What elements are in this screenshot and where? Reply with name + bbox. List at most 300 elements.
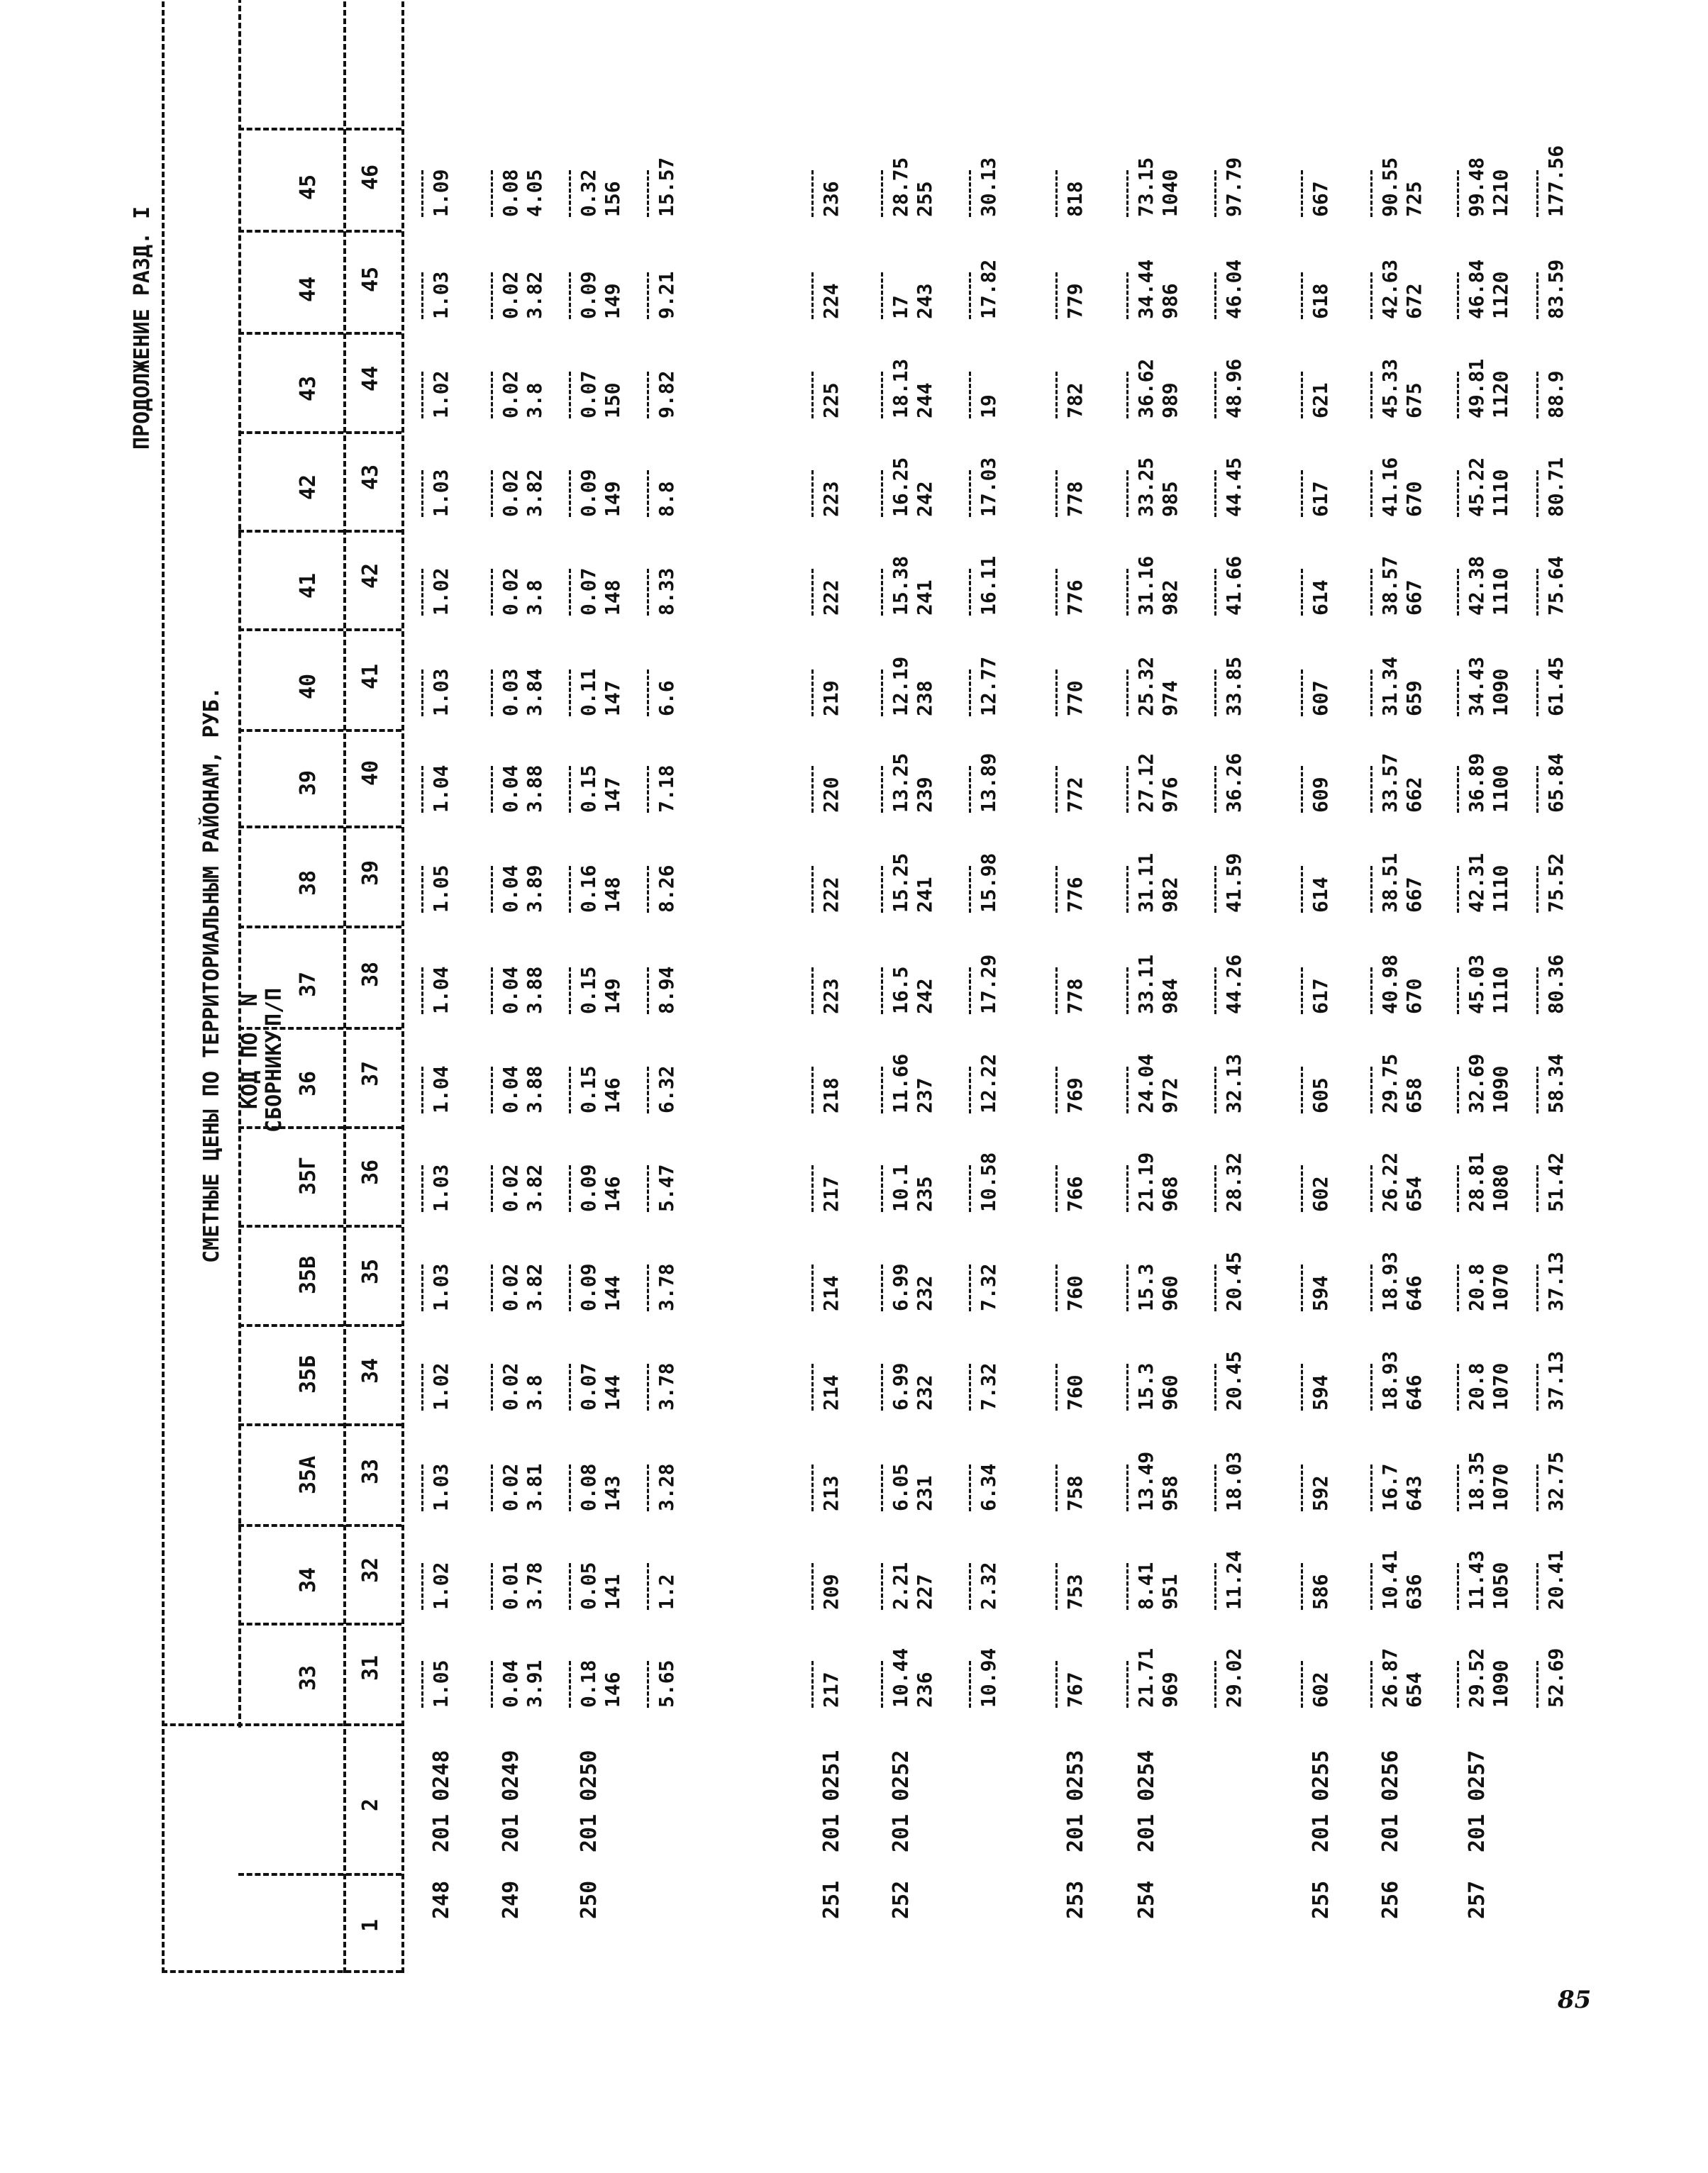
table-cell: 3.91	[523, 1660, 546, 1708]
cell-separator	[1055, 272, 1058, 319]
cell-separator	[1536, 1165, 1538, 1212]
table-cell: 15.3	[1134, 1263, 1158, 1311]
table-cell: 618	[1309, 283, 1332, 319]
table-cell: 24.04	[1134, 1053, 1158, 1113]
cell-separator	[881, 569, 883, 616]
cell-separator	[1536, 669, 1538, 716]
table-cell: 6.99	[889, 1263, 912, 1311]
cell-separator	[421, 1165, 423, 1212]
cell-separator	[647, 272, 649, 319]
rule-col-sep	[238, 729, 401, 732]
table-cell: 960	[1158, 1275, 1182, 1311]
table-cell: 150	[601, 382, 624, 418]
col-number: 45	[358, 266, 383, 292]
table-cell: 16.7	[1378, 1463, 1402, 1511]
table-cell: 769	[1063, 1077, 1087, 1113]
table-cell: 10.58	[977, 1152, 1000, 1212]
col-pp-header: П/П	[262, 987, 287, 1026]
table-cell: 617	[1309, 978, 1332, 1014]
page-number: 85	[1558, 1986, 1592, 2014]
cell-separator	[421, 170, 423, 217]
cell-separator	[647, 372, 649, 418]
cell-separator	[1055, 1165, 1058, 1212]
table-cell: 149	[601, 978, 624, 1014]
table-cell: 609	[1309, 777, 1332, 813]
region-header: 35Г	[296, 1156, 321, 1195]
cell-separator	[491, 1465, 493, 1511]
cell-separator	[1126, 1265, 1128, 1311]
table-cell: 17.82	[977, 259, 1000, 319]
cell-separator	[1126, 569, 1128, 616]
table-cell: 1040	[1158, 169, 1182, 217]
table-cell: 16.5	[889, 966, 912, 1014]
cell-separator	[569, 1265, 571, 1311]
table-cell: 1070	[1489, 1362, 1512, 1411]
cell-separator	[569, 470, 571, 517]
table-cell: 148	[601, 877, 624, 913]
table-cell: 232	[913, 1275, 936, 1311]
table-cell: 26.87	[1378, 1647, 1402, 1708]
cell-separator	[969, 1265, 971, 1311]
cell-separator	[881, 766, 883, 813]
cell-separator	[1301, 470, 1303, 517]
table-cell: 75.64	[1544, 555, 1568, 616]
table-cell: 219	[819, 680, 843, 716]
cell-separator	[1457, 1265, 1459, 1311]
table-cell: 986	[1158, 283, 1182, 319]
cell-separator	[1055, 1563, 1058, 1610]
cell-separator	[811, 1661, 814, 1708]
cell-separator	[1214, 1465, 1216, 1511]
table-cell: 44.26	[1222, 954, 1246, 1014]
cell-separator	[491, 272, 493, 319]
region-header: 44	[296, 276, 321, 302]
cell-separator	[1214, 372, 1216, 418]
row-number: 257	[1465, 1880, 1490, 1919]
table-cell: 28.81	[1465, 1152, 1488, 1212]
cell-separator	[1536, 1067, 1538, 1113]
region-header: 38	[296, 869, 321, 896]
table-cell: 20.8	[1465, 1362, 1488, 1411]
table-cell: 972	[1158, 1077, 1182, 1113]
cell-separator	[881, 1563, 883, 1610]
col-n-header: N	[238, 993, 262, 1006]
cell-separator	[1301, 1465, 1303, 1511]
cell-separator	[491, 1265, 493, 1311]
table-cell: 1.03	[429, 1263, 453, 1311]
table-cell: 766	[1063, 1176, 1087, 1212]
cell-separator	[1457, 1563, 1459, 1610]
table-cell: 25.32	[1134, 656, 1158, 716]
table-cell: 12.19	[889, 656, 912, 716]
rule-col-sep	[238, 1225, 401, 1228]
table-cell: 968	[1158, 1176, 1182, 1212]
cell-separator	[969, 1465, 971, 1511]
cell-separator	[1214, 1265, 1216, 1311]
cell-separator	[1370, 1265, 1372, 1311]
table-cell: 17	[889, 295, 912, 319]
cell-separator	[1214, 1563, 1216, 1610]
table-cell: 3.88	[523, 966, 546, 1014]
table-cell: 3.82	[523, 271, 546, 319]
rule-col-sep	[238, 826, 401, 828]
table-cell: 7.32	[977, 1263, 1000, 1311]
cell-separator	[1536, 372, 1538, 418]
region-header: 36	[296, 1070, 321, 1096]
table-title: СМЕТНЫЕ ЦЕНЫ ПО ТЕРРИТОРИАЛЬНЫМ РАЙОНАМ, РУБ.	[199, 687, 224, 1263]
table-cell: 0.01	[499, 1562, 522, 1610]
table-cell: 1110	[1489, 865, 1512, 913]
cell-separator	[491, 372, 493, 418]
table-cell: 0.09	[577, 1164, 600, 1212]
cell-separator	[647, 669, 649, 716]
cell-separator	[1370, 470, 1372, 517]
cell-separator	[969, 1563, 971, 1610]
table-cell: 969	[1158, 1672, 1182, 1708]
table-cell: 243	[913, 283, 936, 319]
cell-separator	[811, 1364, 814, 1411]
cell-separator	[1301, 967, 1303, 1014]
table-cell: 148	[601, 579, 624, 616]
cell-separator	[421, 470, 423, 517]
cell-separator	[1055, 967, 1058, 1014]
cell-separator	[647, 1661, 649, 1708]
table-cell: 602	[1309, 1672, 1332, 1708]
cell-separator	[569, 669, 571, 716]
table-cell: 28.75	[889, 157, 912, 217]
cell-separator	[491, 669, 493, 716]
cell-separator	[421, 1067, 423, 1113]
cell-separator	[1214, 569, 1216, 616]
cell-separator	[1370, 1465, 1372, 1511]
table-cell: 3.8	[523, 1374, 546, 1411]
table-cell: 586	[1309, 1574, 1332, 1610]
table-cell: 654	[1402, 1176, 1426, 1212]
cell-separator	[1214, 1165, 1216, 1212]
table-cell: 3.28	[655, 1463, 678, 1511]
table-cell: 177.56	[1544, 145, 1568, 217]
table-cell: 242	[913, 481, 936, 517]
row-code: 201 0249	[499, 1750, 523, 1852]
table-cell: 213	[819, 1475, 843, 1511]
table-cell: 13.25	[889, 752, 912, 813]
rule-left	[162, 1970, 401, 1973]
row-code: 201 0255	[1309, 1750, 1333, 1852]
cell-separator	[969, 372, 971, 418]
table-cell: 33.85	[1222, 656, 1246, 716]
cell-separator	[1126, 372, 1128, 418]
cell-separator	[569, 967, 571, 1014]
table-cell: 15.98	[977, 852, 1000, 913]
table-cell: 222	[819, 579, 843, 616]
table-cell: 224	[819, 283, 843, 319]
table-cell: 20.45	[1222, 1350, 1246, 1411]
table-cell: 238	[913, 680, 936, 716]
table-cell: 41.16	[1378, 457, 1402, 517]
table-cell: 227	[913, 1574, 936, 1610]
table-cell: 17.03	[977, 457, 1000, 517]
row-number: 249	[499, 1880, 523, 1919]
table-cell: 36.89	[1465, 752, 1488, 813]
cell-separator	[881, 1067, 883, 1113]
cell-separator	[1055, 669, 1058, 716]
table-cell: 0.02	[499, 1164, 522, 1212]
table-cell: 80.36	[1544, 954, 1568, 1014]
table-cell: 7.18	[655, 765, 678, 813]
cell-separator	[1126, 766, 1128, 813]
table-cell: 0.05	[577, 1562, 600, 1610]
col-number: 33	[358, 1458, 383, 1484]
table-cell: 0.09	[577, 1263, 600, 1311]
cell-separator	[569, 1364, 571, 1411]
col-number: 37	[358, 1060, 383, 1086]
table-cell: 982	[1158, 579, 1182, 616]
cell-separator	[491, 766, 493, 813]
table-cell: 3.88	[523, 1065, 546, 1113]
table-cell: 11.43	[1465, 1550, 1488, 1610]
table-cell: 1.04	[429, 1065, 453, 1113]
table-cell: 646	[1402, 1275, 1426, 1311]
table-cell: 0.02	[499, 1362, 522, 1411]
cell-separator	[1055, 470, 1058, 517]
cell-separator	[1301, 1067, 1303, 1113]
table-cell: 20.45	[1222, 1251, 1246, 1311]
table-cell: 36.62	[1134, 358, 1158, 418]
table-cell: 32.69	[1465, 1053, 1488, 1113]
col-number: 41	[358, 663, 383, 689]
table-cell: 976	[1158, 777, 1182, 813]
table-cell: 217	[819, 1672, 843, 1708]
table-cell: 10.1	[889, 1164, 912, 1212]
cell-separator	[1126, 967, 1128, 1014]
table-cell: 29.75	[1378, 1053, 1402, 1113]
cell-separator	[1536, 1563, 1538, 1610]
cell-separator	[647, 470, 649, 517]
table-cell: 34.44	[1134, 259, 1158, 319]
cell-separator	[421, 272, 423, 319]
table-cell: 33.11	[1134, 954, 1158, 1014]
cell-separator	[1457, 866, 1459, 913]
cell-separator	[1457, 372, 1459, 418]
table-cell: 2.32	[977, 1562, 1000, 1610]
table-cell: 42.63	[1378, 259, 1402, 319]
cell-separator	[969, 470, 971, 517]
region-header: 40	[296, 673, 321, 699]
table-cell: 10.94	[977, 1647, 1000, 1708]
table-cell: 984	[1158, 978, 1182, 1014]
cell-separator	[421, 1563, 423, 1610]
table-cell: 3.78	[655, 1263, 678, 1311]
table-cell: 156	[601, 181, 624, 217]
cell-separator	[647, 170, 649, 217]
table-cell: 144	[601, 1374, 624, 1411]
table-cell: 658	[1402, 1077, 1426, 1113]
row-number: 256	[1378, 1880, 1403, 1919]
cell-separator	[811, 272, 814, 319]
cell-separator	[1055, 1364, 1058, 1411]
cell-separator	[421, 1465, 423, 1511]
table-cell: 46.04	[1222, 259, 1246, 319]
cell-separator	[1301, 1364, 1303, 1411]
cell-separator	[1214, 967, 1216, 1014]
table-cell: 28.32	[1222, 1152, 1246, 1212]
col-number: 39	[358, 860, 383, 886]
cell-separator	[1126, 1067, 1128, 1113]
table-cell: 0.15	[577, 1065, 600, 1113]
table-cell: 1.04	[429, 966, 453, 1014]
table-cell: 1100	[1489, 765, 1512, 813]
table-cell: 73.15	[1134, 157, 1158, 217]
cell-separator	[969, 1364, 971, 1411]
table-cell: 34.43	[1465, 656, 1488, 716]
cell-separator	[1370, 866, 1372, 913]
table-cell: 3.78	[523, 1562, 546, 1610]
table-cell: 3.88	[523, 765, 546, 813]
cell-separator	[1536, 1265, 1538, 1311]
table-cell: 13.49	[1134, 1451, 1158, 1511]
cell-separator	[881, 1265, 883, 1311]
rule-col-numbers-bottom	[401, 0, 404, 1973]
table-cell: 3.8	[523, 579, 546, 616]
col-number: 38	[358, 961, 383, 987]
table-cell: 20.8	[1465, 1263, 1488, 1311]
cell-separator	[647, 1067, 649, 1113]
table-cell: 11.66	[889, 1053, 912, 1113]
table-cell: 48.96	[1222, 358, 1246, 418]
table-cell: 33.57	[1378, 752, 1402, 813]
rule-col-sep	[238, 1423, 401, 1426]
col-code-header: КОД ПО	[238, 1032, 262, 1109]
table-cell: 760	[1063, 1275, 1087, 1311]
cell-separator	[1301, 766, 1303, 813]
table-cell: 1.03	[429, 469, 453, 517]
cell-separator	[1055, 372, 1058, 418]
cell-separator	[491, 170, 493, 217]
table-cell: 255	[913, 181, 936, 217]
row-number: 254	[1134, 1880, 1159, 1919]
table-cell: 223	[819, 978, 843, 1014]
table-cell: 220	[819, 777, 843, 813]
rule-regions	[238, 0, 241, 1728]
table-cell: 767	[1063, 1672, 1087, 1708]
table-cell: 46.84	[1465, 259, 1488, 319]
table-cell: 8.33	[655, 567, 678, 616]
table-cell: 778	[1063, 978, 1087, 1014]
row-code: 201 0257	[1465, 1750, 1490, 1852]
rule-col-numbers-top	[343, 0, 346, 1973]
table-cell: 0.08	[577, 1463, 600, 1511]
table-cell: 41.59	[1222, 852, 1246, 913]
table-cell: 32.13	[1222, 1053, 1246, 1113]
cell-separator	[1370, 272, 1372, 319]
table-cell: 0.04	[499, 1065, 522, 1113]
cell-separator	[811, 967, 814, 1014]
cell-separator	[969, 967, 971, 1014]
cell-separator	[1536, 1465, 1538, 1511]
table-cell: 0.02	[499, 567, 522, 616]
col-number: 34	[358, 1357, 383, 1384]
cell-separator	[1301, 569, 1303, 616]
cell-separator	[881, 170, 883, 217]
cell-separator	[1126, 1661, 1128, 1708]
cell-separator	[1370, 669, 1372, 716]
table-cell: 3.89	[523, 865, 546, 913]
row-code: 201 0256	[1378, 1750, 1403, 1852]
table-cell: 672	[1402, 283, 1426, 319]
table-cell: 16.25	[889, 457, 912, 517]
section-continuation: ПРОДОЛЖЕНИЕ РАЗД. I	[130, 206, 155, 450]
rule-col-sep	[238, 1027, 401, 1030]
table-cell: 29.02	[1222, 1647, 1246, 1708]
table-cell: 1090	[1489, 1065, 1512, 1113]
row-code: 201 0250	[577, 1750, 601, 1852]
table-cell: 982	[1158, 877, 1182, 913]
table-cell: 0.08	[499, 169, 522, 217]
table-cell: 6.34	[977, 1463, 1000, 1511]
row-code: 201 0254	[1134, 1750, 1159, 1852]
cell-separator	[969, 1067, 971, 1113]
cell-separator	[1536, 272, 1538, 319]
table-cell: 1090	[1489, 1660, 1512, 1708]
table-cell: 5.47	[655, 1164, 678, 1212]
col-number: 36	[358, 1159, 383, 1185]
cell-separator	[569, 1661, 571, 1708]
table-cell: 40.98	[1378, 954, 1402, 1014]
table-cell: 0.02	[499, 1263, 522, 1311]
table-cell: 646	[1402, 1374, 1426, 1411]
table-cell: 241	[913, 579, 936, 616]
cell-separator	[1301, 1265, 1303, 1311]
table-cell: 12.77	[977, 656, 1000, 716]
cell-separator	[647, 766, 649, 813]
table-cell: 146	[601, 1077, 624, 1113]
table-cell: 725	[1402, 181, 1426, 217]
cell-separator	[569, 1067, 571, 1113]
col-number: 35	[358, 1258, 383, 1284]
table-cell: 20.41	[1544, 1550, 1568, 1610]
table-cell: 18.03	[1222, 1451, 1246, 1511]
cell-separator	[647, 1265, 649, 1311]
cell-separator	[569, 1563, 571, 1610]
cell-separator	[1126, 1364, 1128, 1411]
cell-separator	[881, 967, 883, 1014]
table-cell: 0.09	[577, 271, 600, 319]
table-cell: 8.94	[655, 966, 678, 1014]
table-cell: 236	[913, 1672, 936, 1708]
cell-separator	[1457, 1067, 1459, 1113]
table-cell: 235	[913, 1176, 936, 1212]
col-number: 31	[358, 1655, 383, 1681]
cell-separator	[811, 1165, 814, 1212]
cell-separator	[1536, 470, 1538, 517]
table-cell: 1110	[1489, 567, 1512, 616]
cell-separator	[969, 1165, 971, 1212]
cell-separator	[1457, 569, 1459, 616]
table-cell: 1110	[1489, 469, 1512, 517]
table-cell: 1070	[1489, 1463, 1512, 1511]
cell-separator	[647, 569, 649, 616]
table-cell: 244	[913, 382, 936, 418]
cell-separator	[1214, 170, 1216, 217]
table-cell: 97.79	[1222, 157, 1246, 217]
table-cell: 18.13	[889, 358, 912, 418]
table-cell: 231	[913, 1475, 936, 1511]
table-cell: 0.02	[499, 370, 522, 418]
cell-separator	[491, 866, 493, 913]
col-code-header-2: СБОРНИКУ	[262, 1030, 287, 1133]
table-cell: 772	[1063, 777, 1087, 813]
cell-separator	[421, 766, 423, 813]
